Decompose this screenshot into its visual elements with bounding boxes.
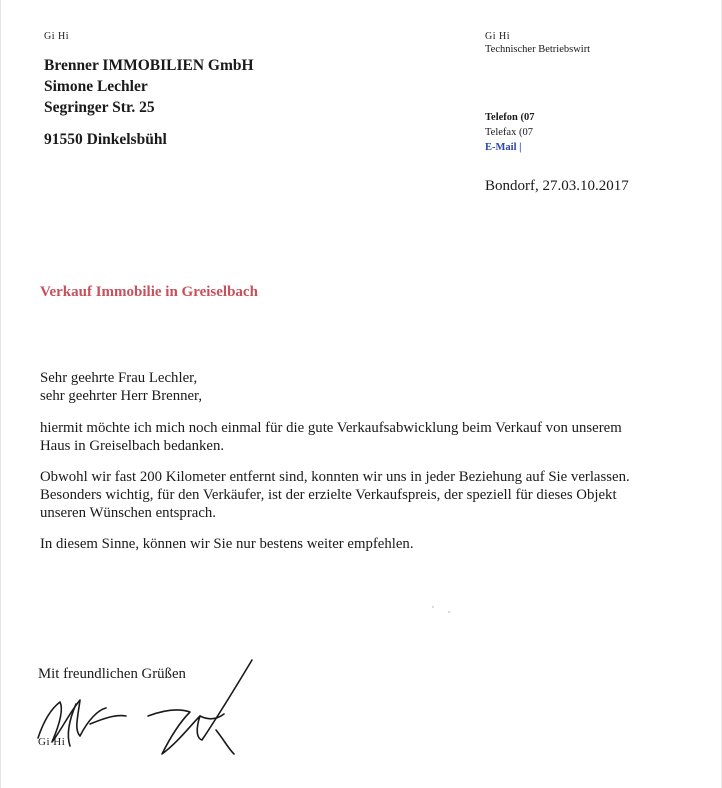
- paragraph-line: Haus in Greiselbach bedanken.: [40, 438, 225, 454]
- recipient-city: 91550 Dinkelsbühl: [44, 131, 167, 148]
- scan-speck: [448, 611, 450, 613]
- letter-subject: Verkauf Immobilie in Greiselbach: [40, 284, 258, 300]
- contact-block: [485, 110, 535, 155]
- salutation-line: Sehr geehrte Frau Lechler,: [40, 370, 198, 386]
- paragraph-line: In diesem Sinne, können wir Sie nur bestens weiter empfehlen.: [40, 536, 414, 552]
- phone: Telefon (07: [485, 112, 535, 123]
- email: E-Mail |: [485, 142, 522, 153]
- sender-name-header: Gi Hi: [44, 31, 69, 42]
- salutation: [40, 369, 630, 405]
- recipient-street: Segringer Str. 25: [44, 99, 155, 116]
- sender-title: Technischer Betriebswirt: [485, 44, 591, 55]
- paragraph: [40, 419, 630, 455]
- recipient-company: Brenner IMMOBILIEN GmbH: [44, 57, 254, 74]
- paragraph: [40, 535, 630, 553]
- paragraph-line: Obwohl wir fast 200 Kilometer entfernt sind, konnten wir uns in jeder Beziehung auf Sie verlassen.: [40, 469, 630, 485]
- signature-name: Gi Hi: [38, 736, 66, 748]
- fax: Telefax (07: [485, 127, 533, 138]
- letter-body: [40, 369, 630, 566]
- closing: Mit freundlichen Grüßen: [38, 666, 186, 682]
- recipient-address: [44, 55, 254, 150]
- paragraph-line: unseren Wünschen entsprach.: [40, 505, 216, 521]
- sender-block: [485, 30, 590, 56]
- salutation-line: sehr geehrter Herr Brenner,: [40, 388, 203, 404]
- handwritten-signature-icon: [30, 650, 270, 760]
- sender-name: Gi Hi: [485, 31, 510, 42]
- paragraph-line: Besonders wichtig, für den Verkäufer, ist der erzielte Verkaufspreis, der speziell für dieses Objekt: [40, 487, 617, 503]
- scan-speck: [432, 606, 434, 608]
- paragraph-line: hiermit möchte ich mich noch einmal für die gute Verkaufsabwicklung beim Verkauf von unserem: [40, 420, 622, 436]
- letter-date: Bondorf, 27.03.10.2017: [485, 178, 629, 194]
- paragraph: [40, 468, 630, 522]
- recipient-person: Simone Lechler: [44, 78, 148, 95]
